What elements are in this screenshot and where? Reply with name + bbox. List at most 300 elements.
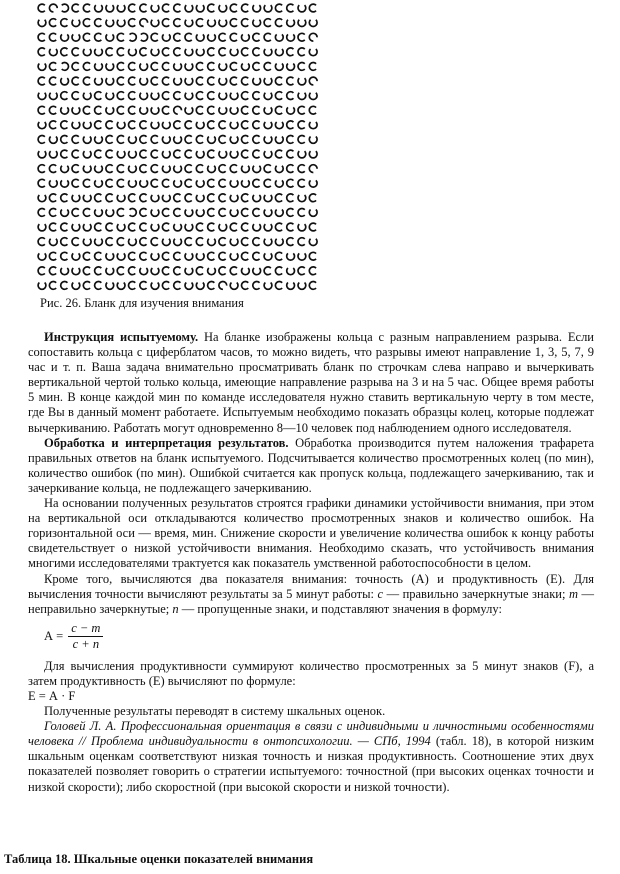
ring [219,194,226,202]
ring [61,238,68,246]
formula-denominator: с + п [72,637,100,652]
ring [253,150,260,158]
ring [264,5,272,12]
ring [72,179,79,187]
indicators-text-2: — правильно зачеркнутые знаки; [383,586,569,601]
ring [72,4,79,12]
ring [253,62,260,70]
ring [287,223,294,231]
ring [61,121,68,129]
ring [241,48,248,56]
ring [242,64,250,71]
ring [275,267,282,275]
paragraph-reference [28,719,594,794]
ring [185,64,193,71]
ring [140,238,147,246]
ring [162,267,169,275]
ring [208,121,215,129]
ring [230,151,238,158]
ring [128,77,135,85]
ring [174,4,181,12]
ring [287,34,295,41]
ring [309,49,317,56]
ring [83,137,91,144]
ring [83,166,91,173]
ring [72,20,80,27]
ring [219,20,227,27]
ring [253,208,260,216]
ring [264,151,272,158]
ring [241,150,248,158]
ring [241,238,248,246]
ring [287,165,294,173]
ring [106,5,114,12]
ring [117,20,125,27]
ring [253,252,260,260]
ring [151,20,159,27]
ring [72,77,79,85]
paragraph-indicators [28,572,594,617]
ring [185,33,192,41]
ring [253,92,260,100]
ring [49,93,57,100]
ring [49,77,56,85]
ring [83,77,90,85]
ring [208,62,215,70]
ring [151,93,159,100]
ring [95,180,103,187]
ring [196,122,204,129]
ring [106,253,114,260]
ring [185,49,193,56]
ring [61,150,68,158]
ring [83,252,90,260]
ring [72,208,79,216]
ring [287,208,294,216]
ring [275,49,283,56]
ring [264,78,272,85]
ring [275,137,283,144]
ring [230,283,238,290]
ring [83,208,90,216]
reference-text: (табл. 18), в которой низким шкальным оценкам соответствуют низкая точность и низкая продуктивность. Соотношение этих двух показателей позволяет говорить о стратегии испытуемого: точностной (при высоких оценках точности и низкой скорости); либо скоростной (при высокой скорости и низкой точности). [28,734,594,794]
ring [298,224,306,231]
ring [275,106,282,114]
ring [83,49,91,56]
ring [174,78,182,85]
ring [162,208,169,216]
ring [219,224,227,231]
ring [253,20,261,27]
ring [128,252,135,260]
ring [72,165,79,173]
ring [174,150,181,158]
ring [185,238,192,246]
ring [230,33,237,41]
ring [49,180,57,187]
ring [242,268,250,275]
ring [309,194,316,202]
ring [151,150,158,158]
ring [151,238,158,246]
ring [106,150,113,158]
ring [208,179,215,187]
ring [298,267,305,275]
ring [140,165,147,173]
ring [219,5,227,12]
ring [309,137,317,144]
ring [241,106,248,114]
ring [230,93,238,100]
ring [49,33,56,41]
ring [196,253,204,260]
ring [309,77,317,85]
ring [49,239,57,246]
ring [141,33,148,41]
ring [264,107,272,114]
ring [151,253,159,260]
ring [275,239,283,246]
ring [140,150,147,158]
ring [174,48,181,56]
ring [140,107,148,114]
ring [83,122,91,129]
ring [275,180,283,187]
ring [162,282,169,290]
ring [275,64,283,71]
figure-caption: Рис. 26. Бланк для изучения внимания [40,296,244,310]
ring [219,208,226,216]
ring [196,210,204,217]
ring [162,195,170,202]
ring [264,19,271,27]
ring [140,223,147,231]
ring [83,179,90,187]
ring [241,223,248,231]
ring [298,62,305,70]
ring [275,194,282,202]
body-text [28,330,594,795]
ring [275,122,283,129]
ring [298,283,306,290]
ring [49,194,56,202]
ring [61,34,69,41]
ring [83,4,90,12]
ring [49,252,56,260]
ring [106,165,113,173]
formula-fraction [68,621,103,652]
ring [95,121,102,129]
ring [151,165,158,173]
ring [140,93,148,100]
ring [309,62,316,70]
ring [196,267,203,275]
ring [72,150,79,158]
ring [208,150,215,158]
ring [117,92,124,100]
ring [72,122,80,129]
ring [264,179,271,187]
ring [219,151,227,158]
ring [95,194,102,202]
ring [287,150,294,158]
ring [117,33,124,41]
ring [253,106,260,114]
ring [106,194,113,202]
ring [208,268,216,275]
ring [174,224,182,231]
ring [174,92,181,100]
ring [117,253,125,260]
ring [95,137,103,144]
ring [208,223,215,231]
ring [253,195,261,202]
ring [62,4,69,12]
ring [117,122,125,129]
ring [95,19,102,27]
ring [219,135,226,143]
ring [230,137,238,144]
ring [162,4,169,12]
ring [174,194,181,202]
ring [38,4,45,12]
ring [162,34,170,41]
ring [117,267,124,275]
ring [162,252,169,260]
ring [49,165,56,173]
ring [174,121,181,129]
ring [106,223,113,231]
ring [117,208,124,216]
ring [140,252,147,260]
ring [106,121,113,129]
ring [38,283,46,290]
ring [230,122,238,129]
ring [275,282,282,290]
ring [264,165,271,173]
ring [140,180,148,187]
ring [83,62,90,70]
ring [264,33,271,41]
ring [275,77,282,85]
ring [72,195,80,202]
ring [309,93,317,100]
ring [196,92,203,100]
ring [230,165,237,173]
ring [151,135,158,143]
ring [95,239,103,246]
ring [253,166,261,173]
ring [253,121,260,129]
ring [253,238,260,246]
ring [130,33,137,41]
var-m: т [568,586,578,601]
ring [219,282,227,290]
ring [117,48,124,56]
ring [230,195,238,202]
ring [38,77,45,85]
ring [253,48,260,56]
ring [309,210,317,217]
ring [174,180,182,187]
ring [128,223,135,231]
ring [162,77,169,85]
ring [219,252,226,260]
ring [174,33,181,41]
ring [140,194,147,202]
ring [196,77,203,85]
ring [140,19,148,27]
ring [287,77,294,85]
ring [241,135,248,143]
ring [61,107,69,114]
ring [185,268,193,275]
ring [151,33,158,41]
ring [72,62,79,70]
ring [106,64,114,71]
ring [219,78,227,85]
ring [275,223,282,231]
ring [208,194,215,202]
ring [253,78,261,85]
ring [230,210,238,217]
ring [95,106,102,114]
ring [298,106,305,114]
ring [83,33,90,41]
ring [117,179,124,187]
ring [61,268,69,275]
heading-instruction: Инструкция испытуемому. [44,330,199,344]
ring [128,121,135,129]
ring [151,268,159,275]
ring [49,223,56,231]
ring [83,19,90,27]
ring [208,137,216,144]
ring [298,135,305,143]
ring [287,268,295,275]
indicators-text-4: — пропущенные знаки, и подставляют значения в формулу: [178,601,502,616]
ring [230,253,238,260]
ring [253,179,260,187]
ring [117,165,124,173]
var-c: с [377,586,384,601]
ring [162,62,169,70]
ring [185,253,193,260]
ring [230,19,237,27]
ring [72,34,80,41]
ring [219,238,226,246]
ring [83,195,91,202]
table-title: Таблица 18. Шкальные оценки показателей внимания [4,852,314,866]
ring [275,210,283,217]
ring [129,239,137,246]
ring [162,151,170,158]
ring [185,5,193,12]
ring [174,19,181,27]
ring [49,151,57,158]
ring [230,107,238,114]
ring [106,48,113,56]
ring [174,239,182,246]
ring [83,267,90,275]
ring [128,282,135,290]
ring [38,20,46,27]
ring [230,49,238,56]
ring [264,62,271,70]
ring [38,195,46,202]
ring [298,208,305,216]
ring [162,19,169,27]
ring [309,20,317,27]
ring [241,121,248,129]
ring [264,137,272,144]
ring [287,135,294,143]
ring [83,106,90,114]
ring [117,151,125,158]
ring [196,165,203,173]
ring [140,135,147,143]
ring [38,135,45,143]
ring [253,33,260,41]
ring [241,4,248,12]
ring [72,238,79,246]
ring [196,151,204,158]
ring [140,268,148,275]
ring [174,106,182,114]
ring [287,179,294,187]
ring [275,4,282,12]
ring [106,78,114,85]
ring [106,34,114,41]
ring [264,283,272,290]
ring [298,195,306,202]
paragraph-productivity: Для вычисления продуктивности суммируют количество просмотренных за 5 минут знаков (F), а затем продуктивность (Е) вычисляют по формуле: [28,658,594,688]
ring [128,19,135,27]
ring [196,283,204,290]
ring [49,267,56,275]
ring [151,283,159,290]
ring [61,194,68,202]
ring [275,92,282,100]
ring [309,180,317,187]
ring [83,281,90,289]
ring [219,165,226,173]
ring [162,92,169,100]
ring [49,121,56,129]
ring [219,93,227,100]
ring [95,49,103,56]
ring [309,122,317,129]
ring [61,166,69,173]
ring [174,282,181,290]
ring [275,252,282,260]
ring [287,92,294,100]
ring [298,20,306,27]
ring [185,78,193,85]
ring [128,92,135,100]
ring [241,77,248,85]
ring [242,180,250,187]
ring [140,282,147,290]
ring [151,195,159,202]
ring [264,210,272,217]
ring [196,5,204,12]
ring [140,78,148,85]
ring [106,93,114,100]
ring [287,283,295,290]
ring [151,77,158,85]
ring [151,5,159,12]
